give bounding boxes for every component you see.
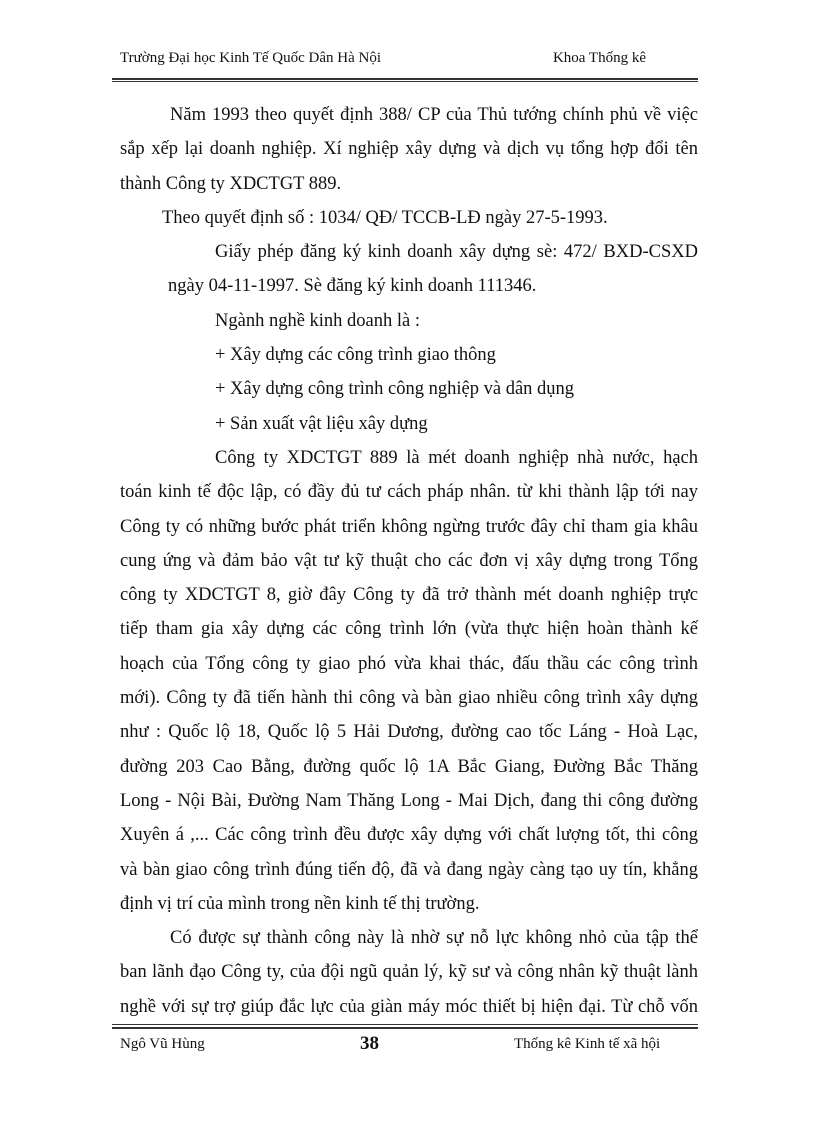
header-divider-thin	[112, 81, 698, 82]
paragraph-line: nghề với sự trợ giúp đắc lực của giàn máy móc thiết bị hiện đại. Từ chỗ vốn	[120, 996, 698, 1017]
business-item: + Xây dựng các công trình giao thông	[215, 345, 496, 366]
paragraph-line: Theo quyết định số : 1034/ QĐ/ TCCB-LĐ ngày 27-5-1993.	[162, 207, 608, 228]
paragraph-line: hoạch của Tổng công ty giao phó vừa khai thác, đấu thầu các công trình	[120, 653, 698, 674]
header-divider	[112, 78, 698, 80]
footer-author: Ngô Vũ Hùng	[120, 1036, 205, 1052]
page-number: 38	[360, 1033, 379, 1054]
page-footer	[120, 1033, 698, 1058]
header-university: Trường Đại học Kinh Tế Quốc Dân Hà Nội	[120, 50, 382, 66]
paragraph-line: đường 203 Cao Bằng, đường quốc lộ 1A Bắc Giang, Đường Bắc Thăng	[120, 756, 698, 777]
paragraph-line: tiếp tham gia xây dựng các công trình lớn (vừa thực hiện hoàn thành kế	[120, 619, 698, 640]
paragraph-line: Công ty XDCTGT 889 là mét doanh nghiệp nhà nước, hạch	[215, 447, 698, 468]
paragraph-line: công ty XDCTGT 8, giờ đây Công ty đã trở thành mét doanh nghiệp trực	[120, 585, 698, 606]
paragraph-line: Năm 1993 theo quyết định 388/ CP của Thủ tướng chính phủ về việc	[170, 105, 698, 125]
paragraph-line: ban lãnh đạo Công ty, của đội ngũ quản lý, kỹ sư và công nhân kỹ thuật lành	[120, 962, 698, 983]
paragraph-line: Có được sự thành công này là nhờ sự nỗ lực không nhỏ của tập thể	[170, 928, 698, 949]
paragraph-line: Giấy phép đăng ký kinh doanh xây dựng sè: 472/ BXD-CSXD	[215, 242, 698, 263]
business-heading: Ngành nghề kinh doanh là :	[215, 310, 420, 331]
paragraph-line: ngày 04-11-1997. Sè đăng ký kinh doanh 111346.	[168, 276, 537, 297]
paragraph-line: sắp xếp lại doanh nghiệp. Xí nghiệp xây dựng và dịch vụ tổng hợp đổi tên	[120, 139, 698, 160]
paragraph-line: mới). Công ty đã tiến hành thi công và bàn giao nhiều công trình xây dựng	[120, 688, 698, 709]
paragraph-line: thành Công ty XDCTGT 889.	[120, 173, 342, 194]
business-item: + Sản xuất vật liệu xây dựng	[215, 413, 428, 434]
header-faculty: Khoa Thống kê	[552, 50, 646, 66]
footer-divider	[112, 1027, 698, 1029]
paragraph-line: Xuyên á ,... Các công trình đều được xây dựng với chất lượng tốt, thi công	[120, 825, 698, 846]
paragraph-line: toán kinh tế độc lập, có đầy đủ tư cách pháp nhân. từ khi thành lập tới nay	[120, 482, 698, 503]
footer-department: Thống kê Kinh tế xã hội	[514, 1036, 661, 1052]
paragraph-line: như : Quốc lộ 18, Quốc lộ 5 Hải Dương, đường cao tốc Láng - Hoà Lạc,	[120, 722, 698, 743]
document-body	[120, 98, 698, 1024]
paragraph-line: Long - Nội Bài, Đường Nam Thăng Long - Mai Dịch, đang thi công đường	[120, 790, 698, 811]
paragraph-line: cung ứng và đảm bảo vật tư kỹ thuật cho các đơn vị xây dựng trong Tổng	[120, 550, 698, 571]
footer-divider-thin	[112, 1024, 698, 1025]
paragraph-line: Công ty có những bước phát triển không ngừng trước đây chỉ tham gia khâu	[120, 516, 698, 537]
paragraph-line: và bàn giao công trình đúng tiến độ, đã và đang ngày càng tạo uy tín, khẳng	[120, 859, 698, 880]
page-header	[120, 50, 698, 72]
business-item: + Xây dựng công trình công nghiệp và dân dụng	[215, 379, 575, 400]
paragraph-line: định vị trí của mình trong nền kinh tế thị trường.	[120, 893, 480, 914]
